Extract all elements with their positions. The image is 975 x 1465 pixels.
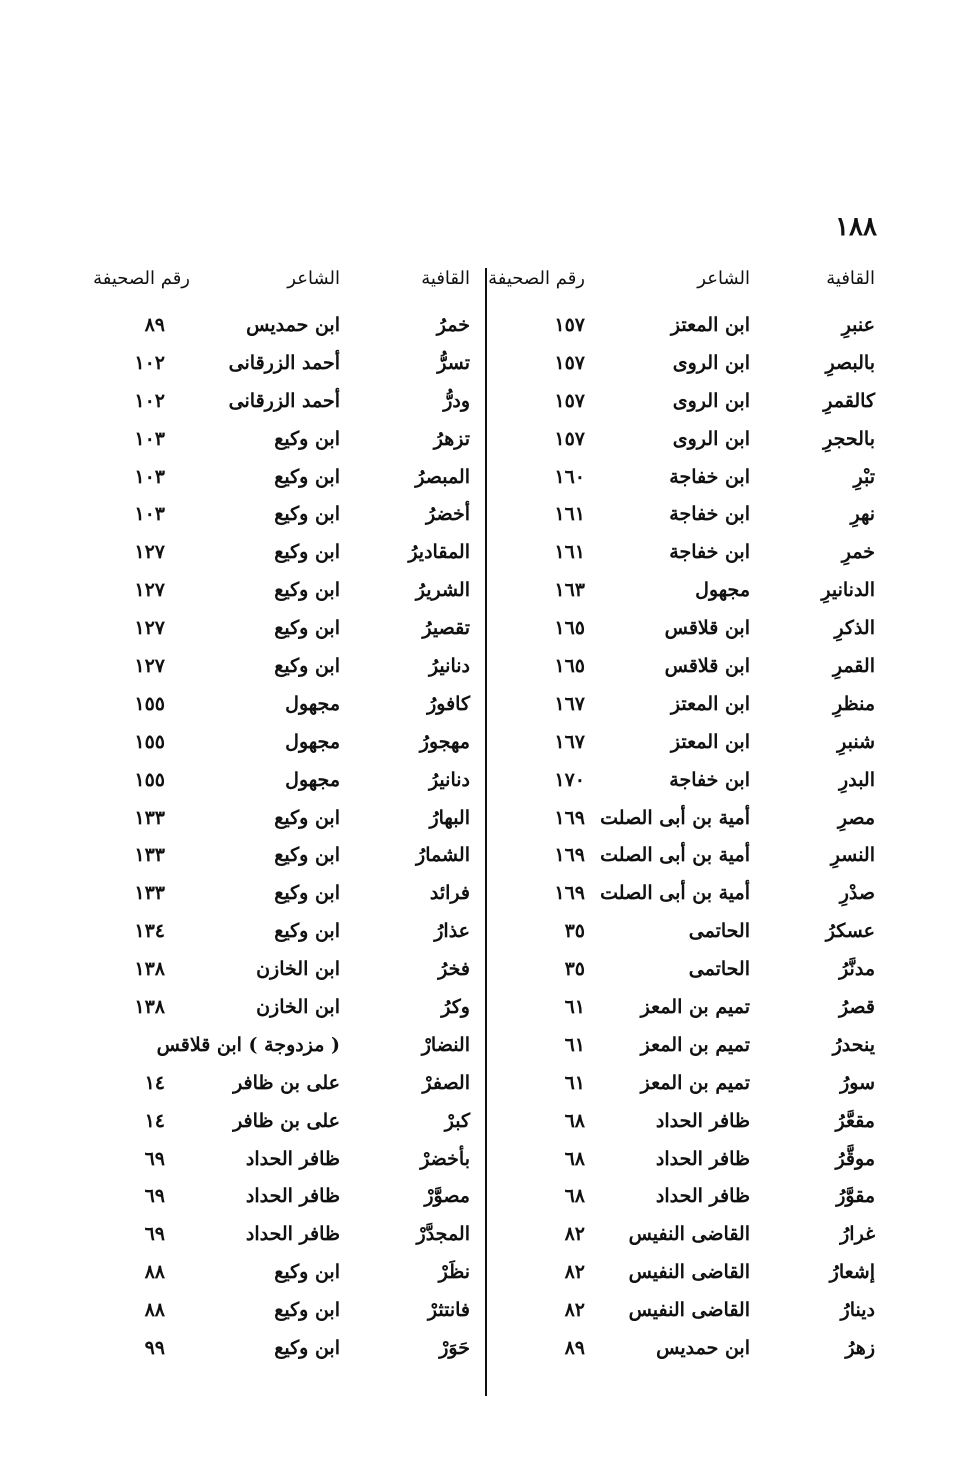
index-row [100,1217,480,1255]
poet-cell: تميم بن المعز [640,996,750,1019]
rhyme-cell: الصفرْ [422,1071,470,1094]
page-ref-cell: ١٥٥ [134,730,165,753]
header-row [93,262,480,308]
header-row [488,262,875,308]
rhyme-cell: بالبصرِ [825,351,875,374]
index-row [495,838,875,876]
poet-cell: ظافر الحداد [245,1223,340,1246]
page-ref-cell: ١٤ [144,1109,165,1132]
page-ref-cell: ١٠٣ [134,465,165,488]
page-ref-cell: ١٢٧ [134,579,165,602]
index-row [100,1331,480,1369]
poet-cell: ابن وكيع [274,806,340,829]
rhyme-cell: تسرُّ [437,351,470,374]
poet-cell: ظافر الحداد [655,1109,750,1132]
index-row [495,346,875,384]
rhyme-cell: تبْرِ [853,465,875,488]
rhyme-cell: مقوَّرُ [836,1185,875,1208]
poet-cell: القاضى النفيس [628,1299,750,1322]
poet-cell: ابن حمديس [656,1337,750,1360]
index-row [495,1255,875,1293]
poet-cell: ابن وكيع [274,655,340,678]
index-row [495,573,875,611]
index-row [100,497,480,535]
page-ref-cell: ٦٨ [564,1147,585,1170]
index-row [495,725,875,763]
rhyme-cell: كافورُ [427,692,470,715]
page-ref-cell: ١٧٠ [554,768,585,791]
poet-cell: ابن وكيع [274,541,340,564]
poet-cell: ابن وكيع [274,503,340,526]
index-row [495,1104,875,1142]
index-row [100,611,480,649]
poet-cell: مجهول [285,768,340,791]
index-row [100,346,480,384]
page-ref-cell: ١٦٥ [554,655,585,678]
rhyme-cell: نظَرْ [438,1261,470,1284]
page-ref-cell: ٣٥ [564,958,585,981]
page-ref-cell: ١٤ [144,1071,165,1094]
page-ref-cell: ١٥٧ [554,351,585,374]
index-row [495,876,875,914]
rhyme-cell: تقصيرُ [422,617,470,640]
poet-cell: القاضى النفيس [628,1261,750,1284]
page-ref-cell: ١٥٧ [554,389,585,412]
index-row [495,1217,875,1255]
index-row [495,1331,875,1369]
index-row [100,838,480,876]
page-ref-cell: ١٠٣ [134,503,165,526]
index-row [100,1255,480,1293]
rhyme-cell: المبصرُ [415,465,470,488]
poet-cell: القاضى النفيس [628,1223,750,1246]
rhyme-cell: خمرُ [436,314,470,336]
index-row [100,422,480,460]
poet-cell: تميم بن المعز [640,1033,750,1056]
poet-cell: ابن خفاجة [669,503,750,526]
rhyme-cell: شنبرِ [837,730,875,753]
poet-cell: ابن خفاجة [669,541,750,564]
index-row [100,1104,480,1142]
page-ref-cell: ١٦١ [554,503,585,526]
page-ref-cell: ٨٩ [564,1337,585,1360]
index-row [100,649,480,687]
index-row [495,914,875,952]
page-ref-cell: ١٢٧ [134,541,165,564]
poet-cell: تميم بن المعز [640,1071,750,1094]
rhyme-cell: مدنَّرُ [839,958,875,981]
index-row [100,573,480,611]
page-ref-cell: ٦١ [564,996,585,1019]
rhyme-cell: أخضرُ [426,503,470,526]
page-ref-cell: ١٣٣ [134,844,165,867]
rhyme-cell: عنبرِ [841,314,875,336]
poet-cell: ظافر الحداد [245,1185,340,1208]
page-ref-cell: ٨٨ [144,1261,165,1284]
poet-cell: أمية بن أبى الصلت [600,844,750,867]
poet-cell: ابن المعتز [670,692,750,715]
rhyme-cell: فانتثرْ [427,1299,470,1322]
page-ref-cell: ١٣٤ [134,920,165,943]
page-ref-cell: ١٦٧ [554,730,585,753]
rhyme-cell: المجدَّرْ [416,1223,470,1246]
page-ref-cell: ١٠٣ [134,427,165,450]
poet-cell: ابن المعتز [670,730,750,753]
poet-cell: مجهول [695,579,750,602]
poet-cell: الحاتمى [688,920,750,943]
poet-cell: ابن وكيع [274,920,340,943]
page-ref-cell: ٦٨ [564,1185,585,1208]
rhyme-cell: غرارُ [840,1223,875,1246]
rhyme-cell: النسرِ [830,844,875,867]
poet-cell: ابن وكيع [274,1299,340,1322]
header-page: رقم الصحيفة [488,268,585,289]
poet-cell: ابن قلاقس [664,617,750,640]
rhyme-cell: دينارُ [840,1299,875,1322]
page-ref-cell: ١٦٥ [554,617,585,640]
header-rhyme: القافية [421,268,470,289]
index-row [100,1179,480,1217]
rhyme-cell: ودرُّ [443,389,470,412]
page-ref-cell: ١٦٧ [554,692,585,715]
poet-cell: ابن الخازن [256,996,340,1019]
page-ref-cell: ١٠٢ [134,389,165,412]
index-row [100,876,480,914]
header-poet: الشاعر [697,268,750,289]
rhyme-cell: البدرِ [839,768,875,791]
poet-cell: أحمد الزرقانى [228,351,340,374]
rhyme-cell: الشمارُ [416,844,470,867]
rhyme-cell: دنانيرُ [428,768,470,791]
index-row [100,952,480,990]
poet-cell: ابن المعتز [670,314,750,336]
page-ref-cell: ١٥٥ [134,768,165,791]
rhyme-cell: دنانيرُ [428,655,470,678]
rhyme-cell: موقَّرُ [835,1147,875,1170]
rhyme-cell: مصرِ [837,806,875,829]
index-row [100,535,480,573]
column-divider [485,268,487,1396]
page-ref-cell: ١٣٨ [134,958,165,981]
index-row [495,308,875,346]
page-ref-cell: ١٥٥ [134,692,165,715]
poet-cell: ابن الروى [672,389,750,412]
rhyme-cell: إشعارُ [829,1261,875,1284]
page-ref-cell: ١٦١ [554,541,585,564]
poet-cell: ابن خفاجة [669,465,750,488]
page-ref-cell: ١٦٩ [554,882,585,905]
poet-cell: ابن الروى [672,351,750,374]
index-row [495,422,875,460]
index-row [495,1028,875,1066]
poet-cell: ( مزدوجة ) ابن قلاقس [156,1033,340,1056]
poet-cell: ابن الروى [672,427,750,450]
index-row [495,649,875,687]
rhyme-cell: البهارُ [429,806,470,829]
index-row [100,914,480,952]
poet-cell: ظافر الحداد [245,1147,340,1170]
index-row [100,460,480,498]
poet-cell: ابن وكيع [274,882,340,905]
page-ref-cell: ٦٩ [144,1147,165,1170]
page-ref-cell: ١٥٧ [554,427,585,450]
poet-cell: ابن وكيع [274,427,340,450]
poet-cell: ابن وكيع [274,1261,340,1284]
page-ref-cell: ٨٢ [564,1261,585,1284]
poet-cell: ابن وكيع [274,844,340,867]
poet-cell: ابن قلاقس [664,655,750,678]
index-row [495,497,875,535]
poet-cell: على بن ظافر [233,1071,340,1094]
rhyme-cell: عذارُ [434,920,470,943]
page-ref-cell: ٨٢ [564,1223,585,1246]
poet-cell: ظافر الحداد [655,1147,750,1170]
page-number: ١٨٨ [835,212,877,242]
index-row [495,990,875,1028]
rhyme-cell: مهجورُ [419,730,470,753]
rhyme-cell: كبرْ [444,1109,470,1132]
rhyme-cell: منظرِ [833,692,875,715]
index-row [100,725,480,763]
index-row [495,384,875,422]
page-ref-cell: ٣٥ [564,920,585,943]
page-ref-cell: ١٥٧ [554,314,585,336]
index-row [100,384,480,422]
index-row [100,687,480,725]
index-row [100,308,480,346]
page-ref-cell: ١٦٠ [554,465,585,488]
header-poet: الشاعر [287,268,340,289]
poet-cell: ابن وكيع [274,1337,340,1360]
page-ref-cell: ٨٨ [144,1299,165,1322]
page-ref-cell: ٦٩ [144,1223,165,1246]
poet-cell: ابن الخازن [256,958,340,981]
index-row [100,1028,480,1066]
poet-cell: ابن وكيع [274,579,340,602]
rhyme-cell: الدنانيرِ [821,579,875,602]
rhyme-cell: الذكرِ [834,617,875,640]
right-index-column [488,262,875,1369]
rhyme-cell: خمرِ [841,541,875,564]
poet-cell: ظافر الحداد [655,1185,750,1208]
rhyme-cell: مقعَّرُ [835,1109,875,1132]
page-ref-cell: ١٣٣ [134,806,165,829]
rhyme-cell: بالحجرِ [823,427,875,450]
index-row [100,990,480,1028]
header-rhyme: القافية [826,268,875,289]
index-row [495,1293,875,1331]
index-row [100,1293,480,1331]
page-ref-cell: ٦٨ [564,1109,585,1132]
page-ref-cell: ١٢٧ [134,655,165,678]
index-row [495,687,875,725]
page-ref-cell: ١٠٢ [134,351,165,374]
index-row [100,763,480,801]
page-ref-cell: ١٦٣ [554,579,585,602]
poet-cell: أحمد الزرقانى [228,389,340,412]
rhyme-cell: مصوَّرْ [424,1185,470,1208]
rhyme-cell: حَوَرْ [439,1337,470,1360]
rhyme-cell: قصرُ [838,996,875,1019]
poet-cell: ابن وكيع [274,465,340,488]
index-row [495,1142,875,1180]
page-ref-cell: ١٣٨ [134,996,165,1019]
rhyme-cell: سورُ [840,1071,875,1094]
header-page: رقم الصحيفة [93,268,190,289]
page-ref-cell: ٦١ [564,1033,585,1056]
left-index-column [93,262,480,1369]
rhyme-cell: زهرُ [845,1337,875,1360]
poet-cell: ابن خفاجة [669,768,750,791]
index-row [495,763,875,801]
rhyme-cell: ينحدرُ [832,1033,875,1056]
rhyme-cell: القمرِ [832,655,875,678]
index-row [495,1066,875,1104]
rhyme-cell: عسكرُ [825,920,875,943]
index-row [495,801,875,839]
poet-cell: ابن حمديس [246,314,340,336]
poet-cell: ابن وكيع [274,617,340,640]
rhyme-cell: نهرِ [850,503,875,526]
index-row [100,1066,480,1104]
page-ref-cell: ٦٩ [144,1185,165,1208]
poet-cell: أمية بن أبى الصلت [600,882,750,905]
rhyme-cell: صدْرِ [839,882,875,905]
rhyme-cell: تزهرُ [433,427,470,450]
index-row [100,1142,480,1180]
poet-cell: مجهول [285,692,340,715]
poet-cell: أمية بن أبى الصلت [600,806,750,829]
page-ref-cell: ٨٢ [564,1299,585,1322]
rhyme-cell: بأخضرْ [420,1147,470,1170]
page-ref-cell: ١٣٣ [134,882,165,905]
rhyme-cell: فرائد [429,882,470,905]
page-ref-cell: ١٦٩ [554,844,585,867]
page-ref-cell: ٦١ [564,1071,585,1094]
page-ref-cell: ١٦٩ [554,806,585,829]
poet-cell: الحاتمى [688,958,750,981]
page-ref-cell: ١٢٧ [134,617,165,640]
rhyme-cell: الشريرُ [415,579,470,602]
index-row [495,952,875,990]
page-ref-cell: ٨٩ [144,314,165,336]
page-ref-cell: ٩٩ [144,1337,165,1360]
index-row [495,460,875,498]
index-row [495,1179,875,1217]
rhyme-cell: النضارْ [421,1033,470,1056]
poet-cell: مجهول [285,730,340,753]
rhyme-cell: وكرُ [441,996,470,1019]
index-row [100,801,480,839]
index-row [495,611,875,649]
rhyme-cell: المقاديرُ [408,541,470,564]
index-row [495,535,875,573]
poet-cell: على بن ظافر [233,1109,340,1132]
rhyme-cell: فخرُ [438,958,470,981]
rhyme-cell: كالقمرِ [823,389,875,412]
